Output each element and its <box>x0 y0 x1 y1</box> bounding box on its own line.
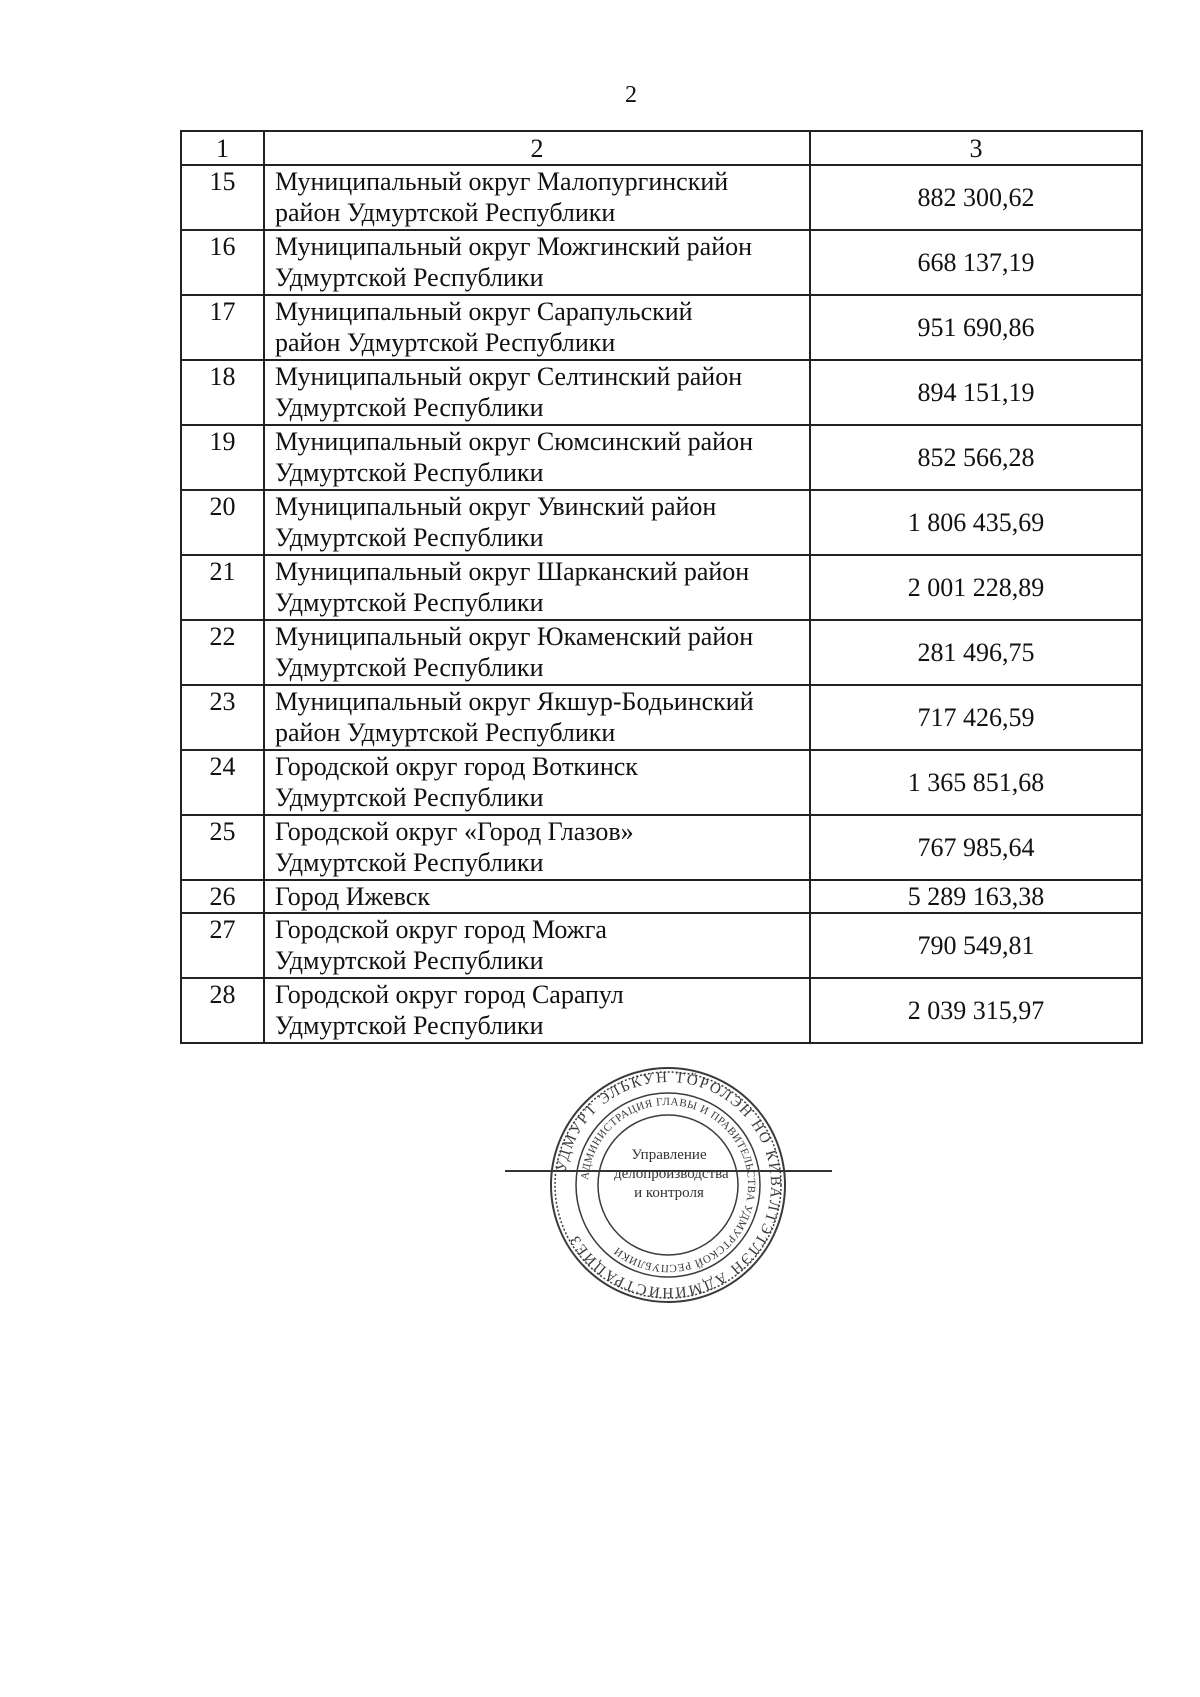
amount-value: 894 151,19 <box>810 360 1142 425</box>
municipality-name <box>264 230 810 295</box>
municipality-name-line: Муниципальный округ Юкаменский район <box>275 622 754 651</box>
municipality-name-line: Удмуртской Республики <box>275 263 544 292</box>
amount-value: 767 985,64 <box>810 815 1142 880</box>
svg-text:УДМУРТ ЭЛЬКУН ТӦРОЛЭН НО КИВАЛ: УДМУРТ ЭЛЬКУН ТӦРОЛЭН НО КИВАЛТЭТЛЭН АДМИНИСТРАЦИЕЗ <box>553 1069 784 1301</box>
municipality-name-line: Удмуртской Республики <box>275 523 544 552</box>
table-row <box>181 295 1142 360</box>
municipality-name-line: район Удмуртской Республики <box>275 328 616 357</box>
amount-value: 281 496,75 <box>810 620 1142 685</box>
row-number: 27 <box>181 913 264 978</box>
municipality-name-line: Удмуртской Республики <box>275 393 544 422</box>
table-header-row <box>181 131 1142 165</box>
table-row <box>181 978 1142 1043</box>
municipality-name-line: Удмуртской Республики <box>275 1011 544 1040</box>
municipality-name <box>264 685 810 750</box>
row-number: 20 <box>181 490 264 555</box>
municipality-name-line: Городской округ город Воткинск <box>275 752 638 781</box>
amount-value: 1 806 435,69 <box>810 490 1142 555</box>
municipality-name-line: Город Ижевск <box>275 882 430 911</box>
table-row <box>181 815 1142 880</box>
table-row <box>181 913 1142 978</box>
municipality-name-line: Муниципальный округ Селтинский район <box>275 362 743 391</box>
row-number: 16 <box>181 230 264 295</box>
seal-center-line: и контроля <box>634 1185 704 1201</box>
row-number: 17 <box>181 295 264 360</box>
municipality-name-line: Муниципальный округ Сюмсинский район <box>275 427 754 456</box>
amount-value: 1 365 851,68 <box>810 750 1142 815</box>
table-row <box>181 685 1142 750</box>
amount-value: 882 300,62 <box>810 165 1142 230</box>
municipality-name-line: Удмуртской Республики <box>275 653 544 682</box>
amount-value: 668 137,19 <box>810 230 1142 295</box>
municipality-name-line: район Удмуртской Республики <box>275 718 616 747</box>
municipality-name-line: Городской округ город Можга <box>275 915 607 944</box>
municipality-name <box>264 295 810 360</box>
header-col-value: 3 <box>810 131 1142 165</box>
row-number: 19 <box>181 425 264 490</box>
municipality-name <box>264 750 810 815</box>
municipality-name <box>264 913 810 978</box>
municipality-name-line: Муниципальный округ Можгинский район <box>275 232 753 261</box>
row-number: 23 <box>181 685 264 750</box>
municipality-name-line: Удмуртской Республики <box>275 946 544 975</box>
seal-center-line: Управление <box>631 1147 707 1163</box>
row-number: 18 <box>181 360 264 425</box>
municipality-name <box>264 425 810 490</box>
amount-value: 951 690,86 <box>810 295 1142 360</box>
amount-value: 2 001 228,89 <box>810 555 1142 620</box>
municipality-name-line: Удмуртской Республики <box>275 458 544 487</box>
municipality-name-line: район Удмуртской Республики <box>275 198 616 227</box>
row-number: 28 <box>181 978 264 1043</box>
municipality-name <box>264 880 810 913</box>
row-number: 26 <box>181 880 264 913</box>
row-number: 21 <box>181 555 264 620</box>
municipality-name <box>264 490 810 555</box>
row-number: 25 <box>181 815 264 880</box>
municipality-name <box>264 165 810 230</box>
table-row <box>181 490 1142 555</box>
amount-value: 790 549,81 <box>810 913 1142 978</box>
municipality-name-line: Муниципальный округ Шарканский район <box>275 557 750 586</box>
table-row <box>181 620 1142 685</box>
municipality-name-line: Удмуртской Республики <box>275 588 544 617</box>
row-number: 22 <box>181 620 264 685</box>
table-row <box>181 750 1142 815</box>
row-number: 15 <box>181 165 264 230</box>
municipality-name-line: Муниципальный округ Якшур-Бодьинский <box>275 687 754 716</box>
allocation-table <box>180 130 1143 1044</box>
municipality-name-line: Удмуртской Республики <box>275 848 544 877</box>
row-number: 24 <box>181 750 264 815</box>
table-row <box>181 165 1142 230</box>
municipality-name <box>264 555 810 620</box>
municipality-name-line: Муниципальный округ Сарапульский <box>275 297 693 326</box>
header-col-number: 1 <box>181 131 264 165</box>
header-col-name: 2 <box>264 131 810 165</box>
municipality-name-line: Городской округ «Город Глазов» <box>275 817 634 846</box>
table-row <box>181 425 1142 490</box>
svg-text:АДМИНИСТРАЦИЯ ГЛАВЫ И ПРАВИТЕЛ: АДМИНИСТРАЦИЯ ГЛАВЫ И ПРАВИТЕЛЬСТВА УДМУРТСКОЙ РЕСПУБЛИКИ <box>579 1095 758 1275</box>
amount-value: 5 289 163,38 <box>810 880 1142 913</box>
table-row <box>181 555 1142 620</box>
seal-center-text <box>614 1146 729 1203</box>
municipality-name-line: Муниципальный округ Увинский район <box>275 492 717 521</box>
municipality-name <box>264 978 810 1043</box>
table-row <box>181 230 1142 295</box>
amount-value: 852 566,28 <box>810 425 1142 490</box>
municipality-name <box>264 620 810 685</box>
municipality-name-line: Городской округ город Сарапул <box>275 980 624 1009</box>
table-body <box>181 165 1142 1043</box>
amount-value: 2 039 315,97 <box>810 978 1142 1043</box>
municipality-name <box>264 360 810 425</box>
seal-center-line: делопроизводства <box>614 1166 729 1182</box>
table-row <box>181 880 1142 913</box>
municipality-name-line: Муниципальный округ Малопургинский <box>275 167 729 196</box>
amount-value: 717 426,59 <box>810 685 1142 750</box>
municipality-name <box>264 815 810 880</box>
municipality-name-line: Удмуртской Республики <box>275 783 544 812</box>
table-row <box>181 360 1142 425</box>
page-number: 2 <box>625 82 637 108</box>
